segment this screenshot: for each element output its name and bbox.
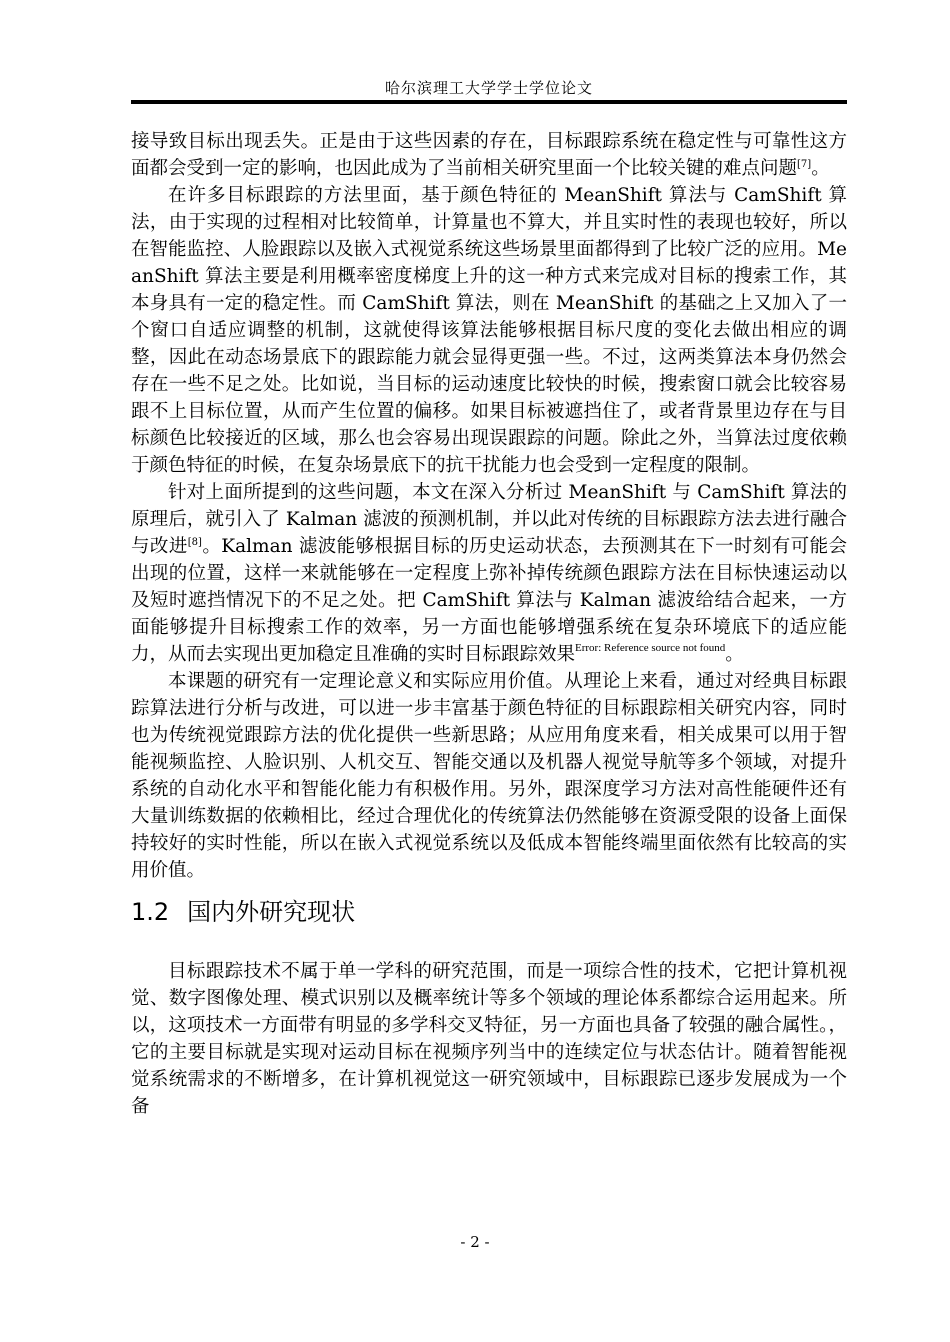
running-header: 哈尔滨理工大学学士学位论文 [384,79,593,97]
header-rule [131,100,847,104]
section-heading [131,896,847,928]
paragraph-3-text-b: 。Kalman 滤波能够根据目标的历史运动状态，去预测其在下一时刻有可能会出现的位置，这样一来就能够在一定程度上弥补掉传统颜色跟踪方法在目标快速运动以及短时遮挡情况下的不足之处。把 CamShift 算法与 Kalman 滤波给结合起来，一方面能够提升目标搜索工作的效率，另一方面也能够增强系统在复杂环境底下的适应能力，从而去实现出更加稳定且准确的实时目标跟踪效果 [131,536,847,665]
section-title: 国内外研究现状 [187,898,356,926]
paragraph-1-end: 。 [811,158,830,179]
paragraph-1 [131,128,847,182]
paragraph-4: 本课题的研究有一定理论意义和实际应用价值。从理论上来看，通过对经典目标跟踪算法进行分析与改进，可以进一步丰富基于颜色特征的目标跟踪相关研究内容，同时也为传统视觉跟踪方法的优化提供一些新思路；从应用角度来看，相关成果可以用于智能视频监控、人脸识别、人机交互、智能交通以及机器人视觉导航等多个领域，对提升系统的自动化水平和智能化能力有积极作用。另外，跟深度学习方法对高性能硬件还有大量训练数据的依赖相比，经过合理优化的传统算法仍然能够在资源受限的设备上面保持较好的实时性能，所以在嵌入式视觉系统以及低成本智能终端里面依然有比较高的实用价值。 [131,671,847,881]
section-number: 1.2 [131,898,170,926]
paragraph-3 [131,479,847,668]
page-body [131,128,847,1120]
paragraph-3-text-a: 针对上面所提到的这些问题，本文在深入分析过 MeanShift 与 CamShift 算法的原理后，就引入了 Kalman 滤波的预测机制，并以此对传统的目标跟踪方法去进行融合与改进 [131,482,847,557]
paragraph-5: 目标跟踪技术不属于单一学科的研究范围，而是一项综合性的技术，它把计算机视觉、数字图像处理、模式识别以及概率统计等多个领域的理论体系都综合运用起来。所以，这项技术一方面带有明显的多学科交叉特征，另一方面也具备了较强的融合属性。，它的主要目标就是实现对运动目标在视频序列当中的连续定位与状态估计。随着智能视觉系统需求的不断增多，在计算机视觉这一研究领域中，目标跟踪已逐步发展成为一个备 [131,961,847,1117]
paragraph-3-end: 。 [725,644,744,665]
paragraph-1-text: 接导致目标出现丢失。正是由于这些因素的存在，目标跟踪系统在稳定性与可靠性这方面都会受到一定的影响，也因此成为了当前相关研究里面一个比较关键的难点问题 [131,131,847,179]
heading-spacing [131,928,847,958]
citation-7: [7] [797,158,812,170]
reference-error: Error: Reference source not found [575,642,726,654]
page-number: - 2 - [460,1233,490,1251]
citation-8: [8] [187,536,202,548]
paragraph-2: 在许多目标跟踪的方法里面，基于颜色特征的 MeanShift 算法与 CamShift 算法，由于实现的过程相对比较简单，计算量也不算大，并且实时性的表现也较好，所以在智能监控、人脸跟踪以及嵌入式视觉系统这些场景里面都得到了比较广泛的应用。MeanShift 算法主要是利用概率密度梯度上升的这一种方式来完成对目标的搜索工作，其本身具有一定的稳定性。而 CamShift 算法，则在 MeanShift 的基础之上又加入了一个窗口自适应调整的机制，这就使得该算法能够根据目标尺度的变化去做出相应的调整，因此在动态场景底下的跟踪能力就会显得更强一些。不过，这两类算法本身仍然会存在一些不足之处。比如说，当目标的运动速度比较快的时候，搜索窗口就会比较容易跟不上目标位置，从而产生位置的偏移。如果目标被遮挡住了，或者背景里边存在与目标颜色比较接近的区域，那么也会容易出现误跟踪的问题。除此之外，当算法过度依赖于颜色特征的时候，在复杂场景底下的抗干扰能力也会受到一定程度的限制。 [131,185,847,476]
